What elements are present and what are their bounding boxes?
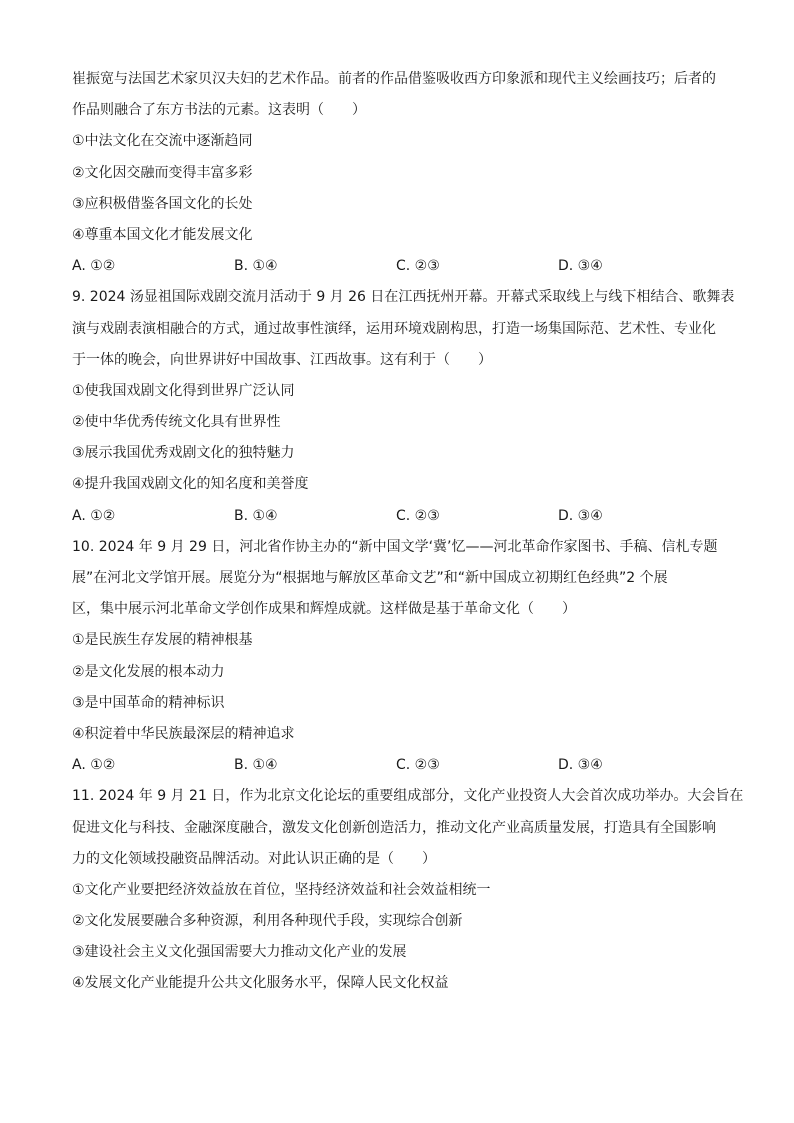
option-a: A. ①② [72, 258, 116, 275]
question-10-stem [72, 532, 722, 626]
statement-3: ③展示我国优秀戏剧文化的独特魅力 [72, 445, 295, 462]
statement-2: ②文化发展要融合多种资源，利用各种现代手段，实现综合创新 [72, 913, 463, 930]
statement-3: ③是中国革命的精神标识 [72, 694, 225, 711]
stem-line: 崔振宽与法国艺术家贝汉夫妇的艺术作品。前者的作品借鉴吸收西方印象派和现代主义绘画技巧；后者的 [72, 71, 716, 87]
stem-line: 演与戏剧表演相融合的方式，通过故事性演绎，运用环境戏剧构思，打造一场集国际范、艺术性、专业化 [72, 320, 716, 337]
statement-2: ②使中华优秀传统文化具有世界性 [72, 414, 281, 431]
question-11 [72, 781, 744, 999]
question-8-stem [72, 64, 722, 126]
stem-line: 区，集中展示河北革命文学创作成果和辉煌成就。这样做是基于革命文化（ ） [72, 601, 576, 618]
stem-line: 9. 2024 汤显祖国际戏剧交流月活动于 9 月 26 日在江西抚州开幕。开幕式采取线上与线下相结合、歌舞表 [72, 289, 735, 306]
answer-options [72, 750, 722, 781]
question-10 [72, 532, 722, 782]
option-c: C. ②③ [396, 258, 440, 275]
stem-line: 展”在河北文学馆开展。展览分为“根据地与解放区革命文艺”和“新中国成立初期红色经典”2 个展 [72, 570, 668, 586]
question-9 [72, 282, 735, 532]
exam-page [72, 64, 744, 1000]
option-b: B. ①④ [234, 258, 278, 275]
option-b: B. ①④ [234, 507, 278, 524]
statement-3: ③应积极借鉴各国文化的长处 [72, 195, 253, 212]
option-a: A. ①② [72, 507, 116, 524]
statement-2: ②文化因交融而变得丰富多彩 [72, 164, 253, 181]
statement-1: ①文化产业要把经济效益放在首位，坚持经济效益和社会效益相统一 [72, 881, 491, 898]
stem-line: 促进文化与科技、金融深度融合，激发文化创新创造活力，推动文化产业高质量发展，打造具有全国影响 [72, 819, 716, 836]
statement-1: ①中法文化在交流中逐渐趋同 [72, 133, 253, 150]
option-c: C. ②③ [396, 507, 440, 524]
option-b: B. ①④ [234, 757, 278, 774]
statement-3: ③建设社会主义文化强国需要大力推动文化产业的发展 [72, 944, 407, 961]
question-11-stem [72, 781, 744, 875]
statement-1: ①是民族生存发展的精神根基 [72, 632, 253, 649]
statement-4: ④积淀着中华民族最深层的精神追求 [72, 725, 295, 742]
option-d: D. ③④ [558, 507, 603, 524]
statement-4: ④发展文化产业能提升公共文化服务水平，保障人民文化权益 [72, 975, 449, 992]
option-a: A. ①② [72, 757, 116, 774]
option-c: C. ②③ [396, 757, 440, 774]
question-9-stem [72, 282, 735, 376]
stem-line: 于一体的晚会，向世界讲好中国故事、江西故事。这有利于（ ） [72, 351, 492, 368]
answer-options [72, 251, 722, 282]
answer-options [72, 501, 722, 532]
stem-line: 作品则融合了东方书法的元素。这表明（ ） [72, 102, 366, 119]
statement-1: ①使我国戏剧文化得到世界广泛认同 [72, 382, 295, 399]
statement-4: ④提升我国戏剧文化的知名度和美誉度 [72, 476, 309, 493]
option-d: D. ③④ [558, 757, 603, 774]
statement-4: ④尊重本国文化才能发展文化 [72, 226, 253, 243]
stem-line: 力的文化领域投融资品牌活动。对此认识正确的是（ ） [72, 850, 436, 867]
option-d: D. ③④ [558, 258, 603, 275]
stem-line: 10. 2024 年 9 月 29 日，河北省作协主办的“新中国文学‘冀’忆——河北革命作家图书、手稿、信札专题 [72, 538, 718, 555]
statement-2: ②是文化发展的根本动力 [72, 663, 225, 680]
question-8 [72, 64, 722, 282]
stem-line: 11. 2024 年 9 月 21 日，作为北京文化论坛的重要组成部分，文化产业投资人大会首次成功举办。大会旨在 [72, 788, 744, 805]
